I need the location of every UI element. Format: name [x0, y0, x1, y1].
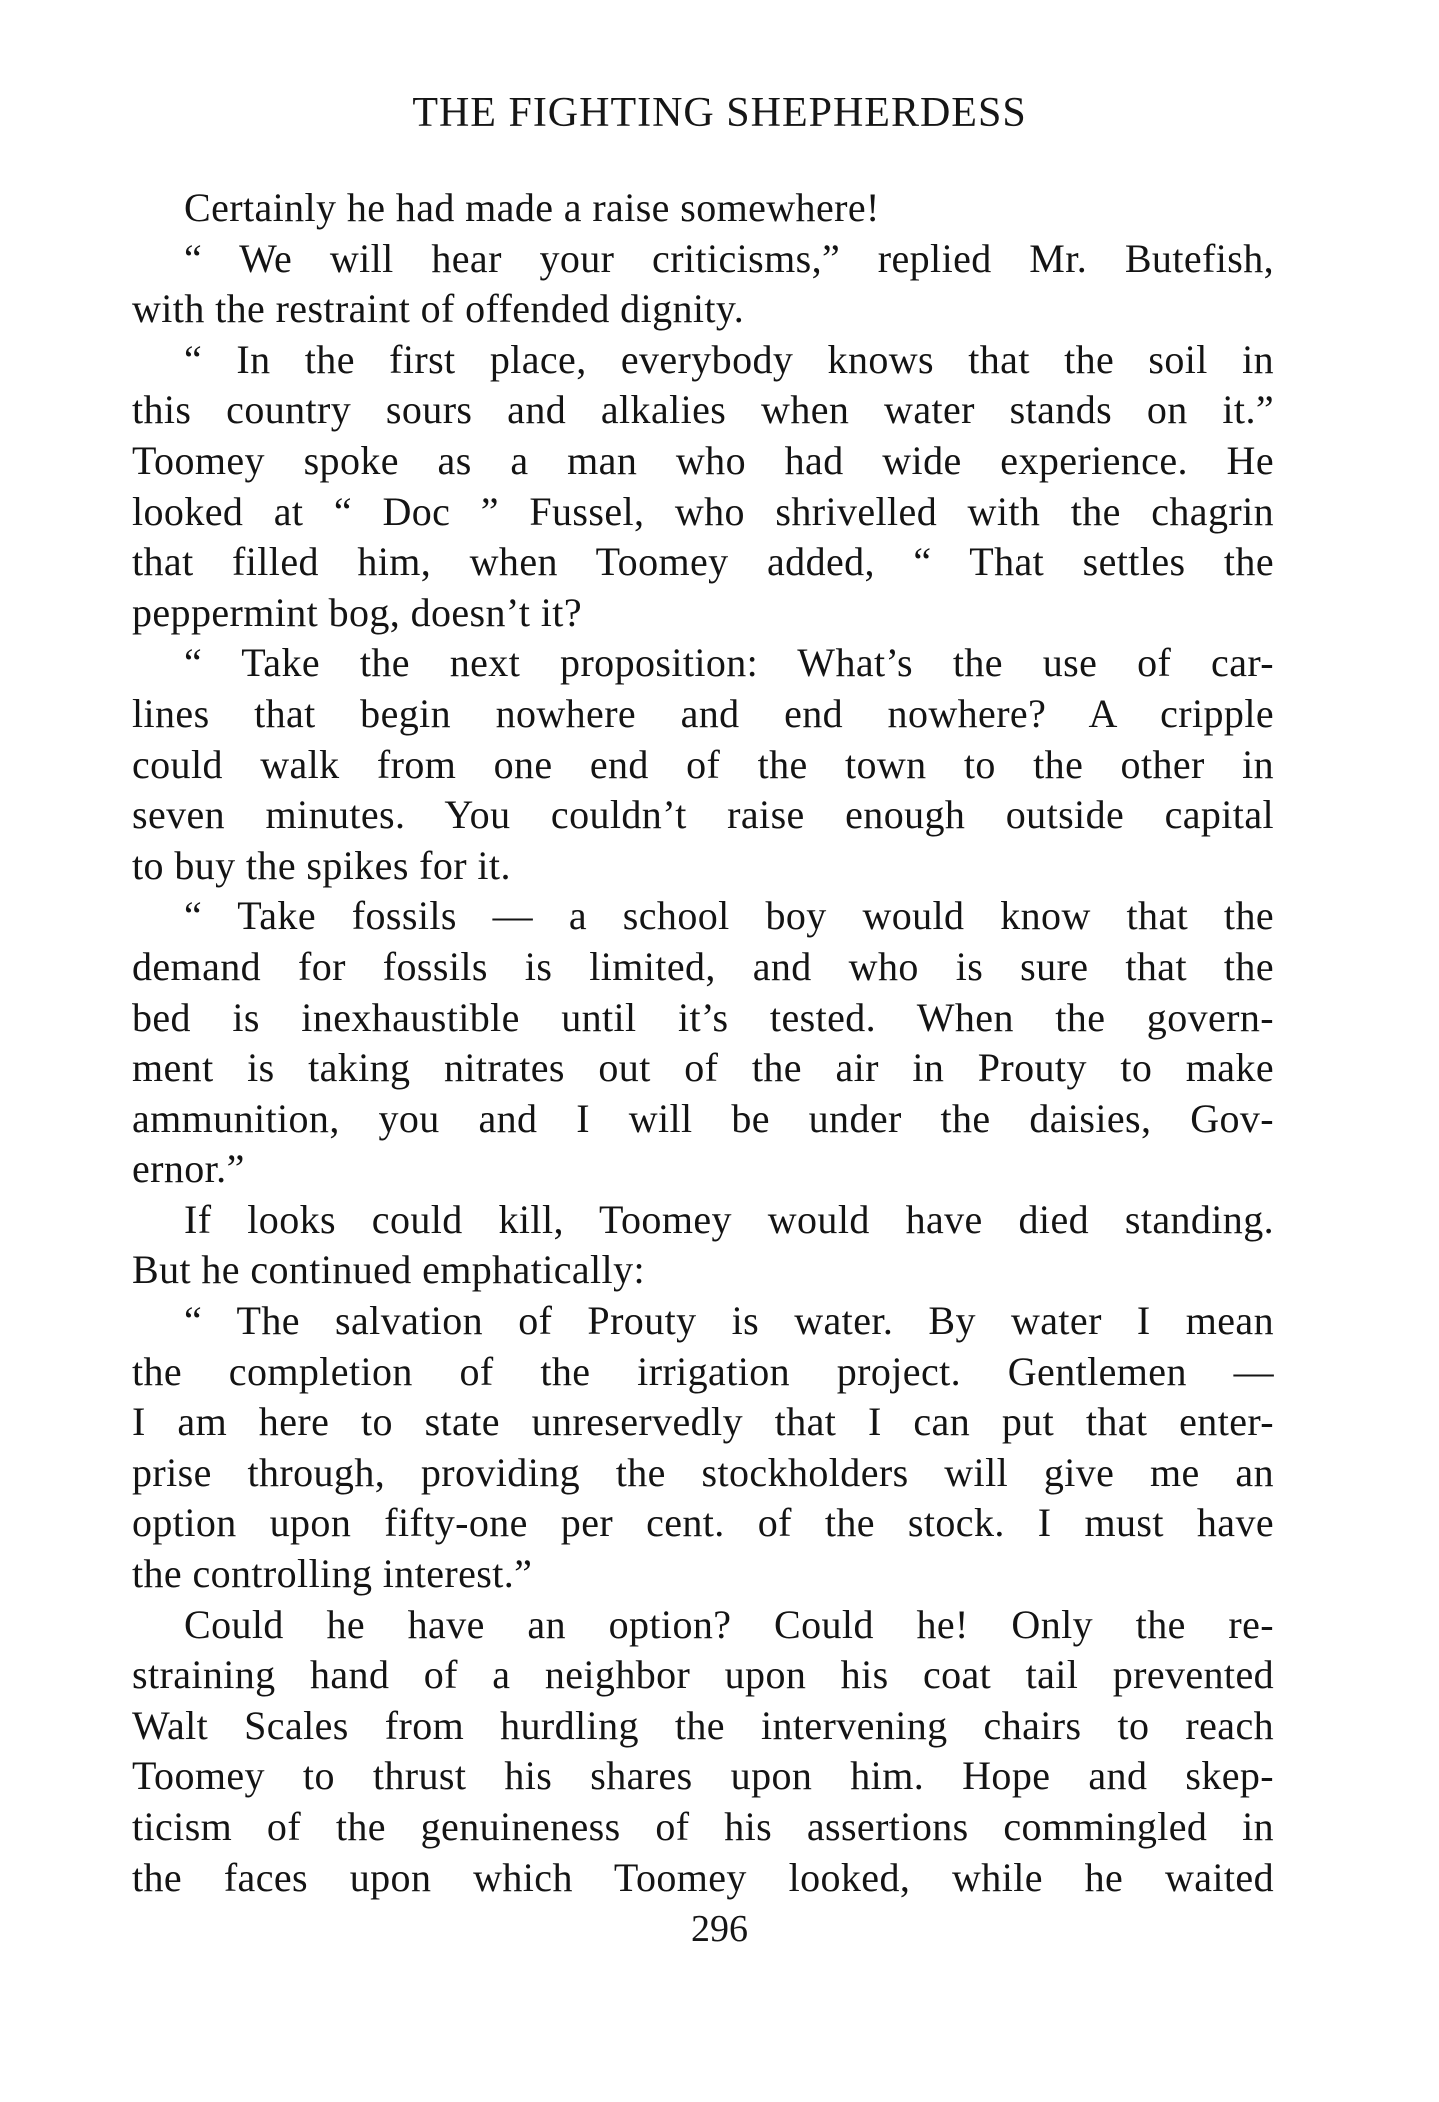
text-line: peppermint bog, doesn’t it?: [132, 589, 582, 635]
text-line: “ In the first place, everybody knows that the soil in: [184, 336, 1274, 382]
text-line: lines that begin nowhere and end nowhere? A cripple: [132, 690, 1274, 736]
text-line: ernor.”: [132, 1146, 245, 1192]
text-line: demand for fossils is limited, and who is sure that the: [132, 943, 1274, 989]
text-line: “ The salvation of Prouty is water. By water I mean: [184, 1298, 1274, 1344]
text-line: could walk from one end of the town to the other in: [132, 741, 1274, 787]
text-line: the faces upon which Toomey looked, while he waited: [132, 1854, 1274, 1900]
body-text: [132, 183, 1274, 1903]
text-line: Toomey to thrust his shares upon him. Hope and skep-: [132, 1753, 1274, 1799]
text-line: ment is taking nitrates out of the air in Prouty to make: [132, 1045, 1274, 1091]
page-number: 296: [691, 1908, 748, 1950]
text-line: to buy the spikes for it.: [132, 842, 511, 888]
running-head: THE FIGHTING SHEPHERDESS: [412, 90, 1027, 136]
text-line: ammunition, you and I will be under the daisies, Gov-: [132, 1095, 1274, 1141]
text-line: the completion of the irrigation project. Gentlemen —: [132, 1348, 1274, 1394]
text-line: option upon fifty-one per cent. of the stock. I must have: [132, 1500, 1274, 1546]
text-line: Toomey spoke as a man who had wide experience. He: [132, 437, 1274, 483]
text-line: I am here to state unreservedly that I can put that enter-: [132, 1399, 1274, 1445]
text-line: Could he have an option? Could he! Only the re-: [184, 1601, 1274, 1647]
text-line: with the restraint of offended dignity.: [132, 286, 745, 332]
text-line: straining hand of a neighbor upon his coat tail prevented: [132, 1652, 1274, 1698]
text-line: “ Take the next proposition: What’s the use of car-: [184, 640, 1274, 686]
text-line: But he continued emphatically:: [132, 1247, 645, 1293]
text-line: the controlling interest.”: [132, 1551, 533, 1597]
text-line: Certainly he had made a raise somewhere!: [184, 185, 880, 230]
text-line: “ We will hear your criticisms,” replied Mr. Butefish,: [184, 235, 1274, 281]
text-line: If looks could kill, Toomey would have died standing.: [184, 1196, 1274, 1242]
text-line: this country sours and alkalies when water stands on it.”: [132, 387, 1274, 433]
text-line: prise through, providing the stockholders will give me an: [132, 1449, 1274, 1495]
text-line: bed is inexhaustible until it’s tested. When the govern-: [132, 994, 1274, 1040]
text-line: ticism of the genuineness of his assertions commingled in: [132, 1804, 1274, 1849]
text-line: Walt Scales from hurdling the intervening chairs to reach: [132, 1702, 1274, 1748]
text-line: looked at “ Doc ” Fussel, who shrivelled with the chagrin: [132, 488, 1274, 534]
text-line: that filled him, when Toomey added, “ That settles the: [132, 539, 1274, 585]
text-line: “ Take fossils — a school boy would know that the: [184, 893, 1274, 939]
text-line: seven minutes. You couldn’t raise enough outside capital: [132, 792, 1274, 838]
